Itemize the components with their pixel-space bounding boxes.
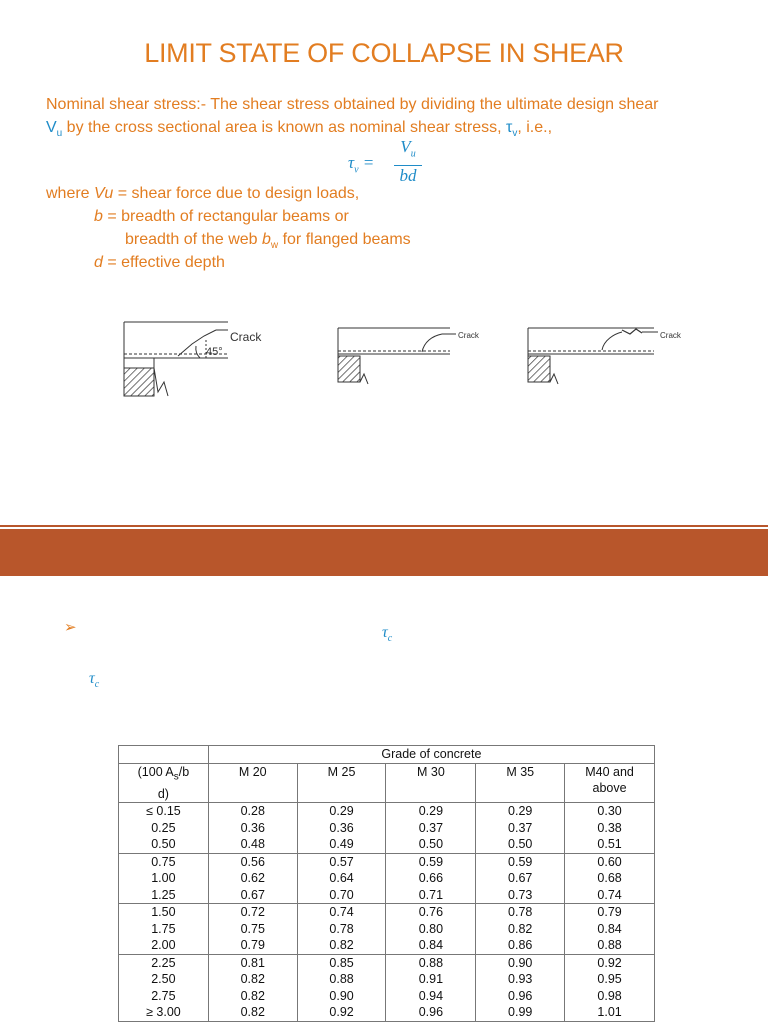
cell-value: 2.00 — [151, 938, 176, 952]
cell-value: 0.91 — [418, 972, 444, 986]
cell-value: 0.82 — [240, 1005, 265, 1019]
table-cell-m35 — [476, 853, 565, 904]
table-cell-m35 — [476, 954, 565, 1021]
table-cell-m25 — [297, 853, 386, 904]
cell-value: 1.01 — [597, 1005, 622, 1019]
formula-num-sub: u — [410, 148, 416, 160]
table-header — [119, 746, 655, 803]
cell-value: 0.94 — [418, 988, 444, 1003]
table-cell-m20 — [208, 904, 297, 955]
cell-value: ≤ 0.15 — [146, 804, 181, 818]
grade-m25: M 25 — [297, 763, 386, 803]
cell-value: 0.50 — [151, 837, 176, 851]
cell-value: 0.92 — [597, 955, 622, 970]
cell-value: 0.74 — [597, 887, 622, 902]
cell-value: 0.90 — [329, 988, 354, 1003]
cell-value: 0.79 — [597, 905, 622, 919]
table-cell-m20 — [208, 803, 297, 854]
cell-value: 0.50 — [508, 837, 533, 851]
cell-value: 0.29 — [329, 804, 354, 818]
cell-value: 0.28 — [240, 804, 265, 818]
crack-diagrams — [110, 310, 710, 410]
grade-m30: M 30 — [386, 763, 476, 803]
formula-fraction — [394, 137, 422, 186]
cell-value: 0.36 — [240, 820, 265, 835]
table-cell-m40 — [565, 904, 655, 955]
cell-value: 0.95 — [597, 972, 622, 986]
table-row — [119, 904, 655, 955]
table-cell-m35 — [476, 803, 565, 854]
pt-header — [119, 763, 209, 803]
cell-value: 0.82 — [508, 921, 533, 936]
cell-value: 0.98 — [597, 988, 622, 1003]
beam-diagram-1 — [124, 322, 228, 396]
pt-header-line1 — [119, 764, 208, 786]
formula-num-v: V — [400, 137, 411, 156]
where-line-1 — [46, 185, 359, 203]
cell-value: 0.73 — [508, 887, 533, 902]
formula-equals: = — [358, 153, 375, 172]
pt-header-a: (100 A — [137, 764, 174, 779]
cell-value: 0.88 — [597, 938, 622, 952]
cell-value: 2.25 — [151, 955, 176, 970]
cell-value: 2.50 — [151, 972, 176, 986]
shear-strength-table — [118, 745, 655, 1022]
grade-m20: M 20 — [208, 763, 297, 803]
table-row — [119, 803, 655, 854]
cell-value: 0.67 — [508, 871, 533, 885]
cell-value: 0.38 — [597, 820, 622, 835]
cell-value: 0.92 — [329, 1005, 354, 1019]
cell-value: 0.59 — [418, 854, 444, 869]
cell-value: 2.75 — [151, 988, 176, 1003]
tau-c-1 — [382, 624, 392, 644]
cell-value: 1.25 — [151, 887, 176, 902]
cell-value: 1.50 — [151, 905, 176, 919]
cell-value: 0.64 — [329, 871, 354, 885]
cell-value: 0.36 — [329, 820, 354, 835]
grade-m40 — [565, 763, 655, 803]
cell-value: 0.86 — [508, 938, 533, 952]
tau-c-2 — [89, 670, 99, 690]
cell-value: 0.96 — [508, 988, 533, 1003]
table-cell-m25 — [297, 803, 386, 854]
where-d-desc: = effective depth — [102, 254, 225, 271]
cell-value: 0.85 — [329, 955, 354, 970]
formula-denominator: bd — [399, 166, 417, 186]
where-line-4 — [94, 254, 225, 272]
pt-header-b: /b — [178, 764, 190, 779]
cell-value: 0.88 — [329, 972, 354, 986]
cell-value: 0.80 — [418, 921, 444, 936]
cell-value: 0.75 — [240, 921, 265, 936]
table-cell-m30 — [386, 803, 476, 854]
table-cell-m25 — [297, 904, 386, 955]
cell-value: 0.72 — [240, 905, 265, 919]
grade-m35: M 35 — [476, 763, 565, 803]
cell-value: 0.51 — [597, 837, 622, 851]
tau-c-2-sub: c — [94, 679, 100, 691]
header-blank — [119, 746, 209, 764]
cell-value: 0.29 — [418, 804, 444, 818]
cell-value: 0.37 — [508, 820, 533, 835]
cell-value: 0.90 — [508, 955, 533, 970]
where-bw: b — [261, 231, 271, 248]
cell-value: 0.29 — [508, 804, 533, 818]
tau-v-symbol: τ — [506, 119, 513, 136]
cell-value: 0.60 — [597, 854, 622, 869]
table-cell-m30 — [386, 904, 476, 955]
cell-value: 1.00 — [151, 871, 176, 885]
cell-value: 0.68 — [597, 871, 622, 885]
cell-value: 0.78 — [508, 905, 533, 919]
cell-value: 0.96 — [418, 1005, 444, 1019]
slide-title: LIMIT STATE OF COLLAPSE IN SHEAR — [144, 38, 624, 68]
tau-v-sub: v — [512, 128, 518, 140]
table-cell-pt — [119, 904, 209, 955]
where-b-desc: = breadth of rectangular beams or — [102, 208, 349, 225]
table-row — [119, 954, 655, 1021]
angle-label: 45° — [206, 346, 223, 358]
definition-line-1 — [46, 96, 658, 114]
where-web-text: breadth of the web — [125, 231, 262, 248]
where-b: b — [94, 208, 103, 225]
cell-value: 0.50 — [418, 837, 444, 851]
cell-value: 0.71 — [418, 887, 444, 902]
table-cell-m30 — [386, 853, 476, 904]
where-text: where — [46, 185, 95, 202]
where-vu: Vu — [94, 185, 114, 202]
cell-value: 1.75 — [151, 921, 176, 936]
cell-value: 0.82 — [240, 972, 265, 986]
cell-value: 0.76 — [418, 905, 444, 919]
grade-m40-line2: above — [592, 781, 627, 795]
grade-header: Grade of concrete — [208, 746, 654, 764]
cell-value: 0.99 — [508, 1005, 533, 1019]
cell-value: ≥ 3.00 — [146, 1005, 181, 1019]
cell-value: 0.93 — [508, 972, 533, 986]
formula-numerator — [394, 137, 422, 166]
table-cell-m25 — [297, 954, 386, 1021]
table-body — [119, 803, 655, 1022]
where-line-3 — [125, 231, 411, 251]
beam-diagram-3 — [528, 328, 658, 384]
bullet-arrow: ➢ — [64, 619, 77, 636]
vu-symbol: V — [46, 119, 57, 136]
crack-label-1: Crack — [230, 330, 262, 344]
cell-value: 0.82 — [240, 988, 265, 1003]
tau-c-1-sub: c — [387, 633, 393, 645]
where-line-2 — [94, 208, 349, 226]
where-bw-sub: w — [270, 240, 279, 252]
cell-value: 0.48 — [240, 837, 265, 851]
grade-m40-line1: M40 and — [585, 764, 634, 779]
table-cell-m20 — [208, 954, 297, 1021]
cell-value: 0.84 — [597, 921, 622, 936]
cell-value: 0.81 — [240, 955, 265, 970]
tau-c-1-symbol: τ — [382, 624, 388, 641]
table-cell-pt — [119, 853, 209, 904]
table-cell-m30 — [386, 954, 476, 1021]
definition-line-2-end: , i.e., — [517, 119, 553, 136]
section-banner — [0, 529, 768, 576]
cell-value: 0.84 — [418, 938, 444, 952]
formula-lhs — [348, 153, 374, 175]
cell-value: 0.70 — [329, 887, 354, 902]
vu-sub: u — [56, 128, 63, 140]
cell-value: 0.74 — [329, 905, 354, 919]
beam-diagram-2 — [338, 328, 456, 384]
cell-value: 0.59 — [508, 854, 533, 869]
where-d: d — [94, 254, 103, 271]
divider-line — [0, 525, 768, 527]
table-cell-m40 — [565, 954, 655, 1021]
formula-tau-sub: v — [354, 164, 359, 176]
cell-value: 0.66 — [418, 871, 444, 885]
cell-value: 0.30 — [597, 804, 622, 818]
cell-value: 0.62 — [240, 871, 265, 885]
table-cell-pt — [119, 803, 209, 854]
cell-value: 0.82 — [329, 938, 354, 952]
cell-value: 0.57 — [329, 854, 354, 869]
where-web-end: for flanged beams — [278, 231, 411, 248]
crack-label-2: Crack — [458, 331, 479, 340]
where-vu-desc: = shear force due to design loads, — [113, 185, 360, 202]
table-cell-pt — [119, 954, 209, 1021]
definition-line-2-text: by the cross sectional area is known as nominal shear stress, — [62, 119, 506, 136]
table-cell-m20 — [208, 853, 297, 904]
cell-value: 0.78 — [329, 921, 354, 936]
cell-value: 0.75 — [151, 854, 176, 869]
cell-value: 0.88 — [418, 955, 444, 970]
cell-value: 0.56 — [240, 854, 265, 869]
definition-line-1-text: Nominal shear stress:- The shear stress obtained by dividing the ultimate design shear — [46, 96, 659, 113]
definition-line-2 — [46, 119, 552, 139]
table-row — [119, 853, 655, 904]
cell-value: 0.49 — [329, 837, 354, 851]
cell-value: 0.37 — [418, 820, 444, 835]
table-cell-m40 — [565, 853, 655, 904]
table-cell-m35 — [476, 904, 565, 955]
cell-value: 0.25 — [151, 820, 176, 835]
tau-c-2-symbol: τ — [89, 670, 95, 687]
formula-tau: τ — [348, 153, 355, 172]
table-cell-m40 — [565, 803, 655, 854]
cell-value: 0.79 — [240, 938, 265, 952]
pt-header-sub: s — [173, 771, 179, 782]
pt-header-line2: d) — [157, 786, 169, 801]
cell-value: 0.67 — [240, 887, 265, 902]
crack-label-3: Crack — [660, 331, 681, 340]
